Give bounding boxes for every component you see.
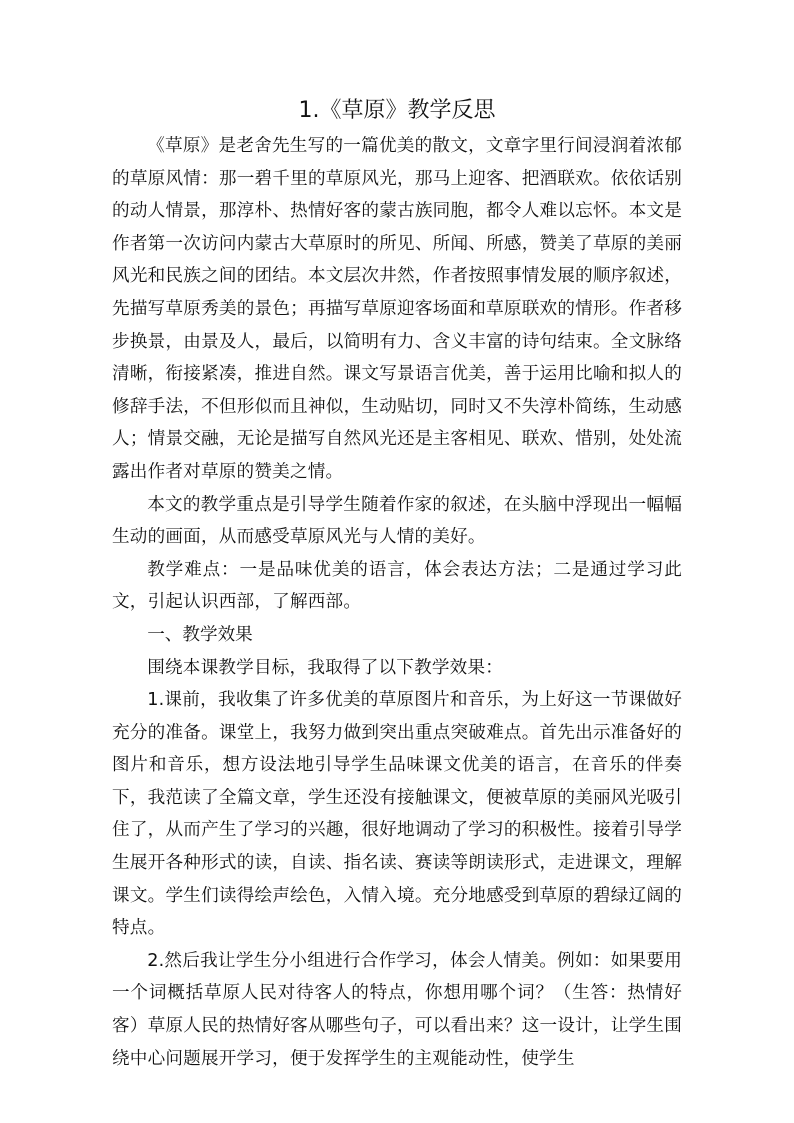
effect-item-2-paragraph: 2.然后我让学生分小组进行合作学习，体会人情美。例如：如果要用一个词概括草原人民对待客人的特点，你想用哪个词？（生答：热情好客）草原人民的热情好客从哪些句子，可以看出来？这一设计，让学生围绕中心问题展开学习，便于发挥学生的主观能动性，使学生 <box>112 950 682 1069</box>
section-intro-paragraph: 围绕本课教学目标，我取得了以下教学效果： <box>147 657 504 678</box>
document-page <box>112 94 682 1075</box>
effect-item-1-paragraph: 1.课前，我收集了许多优美的草原图片和音乐，为上好这一节课做好充分的准备。课堂上，我努力做到突出重点突破难点。首先出示准备好的图片和音乐，想方设法地引导学生品味课文优美的语言，在音乐的伴奏下，我范读了全篇文章，学生还没有接触课文，便被草原的美丽风光吸引住了，从而产生了学习的兴趣，很好地调动了学习的积极性。接着引导学生展开各种形式的读，自读、指名读、赛读等朗读形式，走进课文，理解课文。学生们读得绘声绘色，入情入境。充分地感受到草原的碧绿辽阔的特点。 <box>112 690 682 939</box>
teaching-difficulty-paragraph: 教学难点：一是品味优美的语言，体会表达方法；二是通过学习此文，引起认识西部，了解西部。 <box>112 559 682 613</box>
intro-paragraph: 《草原》是老舍先生写的一篇优美的散文，文章字里行间浸润着浓郁的草原风情：那一碧千里的草原风光，那马上迎客、把酒联欢。依依话别的动人情景，那淳朴、热情好客的蒙古族同胞，都令人难以忘怀。本文是作者第一次访问内蒙古大草原时的所见、所闻、所感，赞美了草原的美丽风光和民族之间的团结。本文层次井然，作者按照事情发展的顺序叙述，先描写草原秀美的景色；再描写草原迎客场面和草原联欢的情形。作者移步换景，由景及人，最后，以简明有力、含义丰富的诗句结束。全文脉络清晰，衔接紧凑，推进自然。课文写景语言优美，善于运用比喻和拟人的修辞手法，不但形似而且神似，生动贴切，同时又不失淳朴简练，生动感人；情景交融，无论是描写自然风光还是主客相见、联欢、惜别，处处流露出作者对草原的赞美之情。 <box>112 136 682 482</box>
section-heading: 一、教学效果 <box>147 624 253 645</box>
teaching-focus-paragraph: 本文的教学重点是引导学生随着作家的叙述，在头脑中浮现出一幅幅生动的画面，从而感受草原风光与人情的美好。 <box>112 494 682 548</box>
document-title: 1.《草原》教学反思 <box>298 98 496 123</box>
